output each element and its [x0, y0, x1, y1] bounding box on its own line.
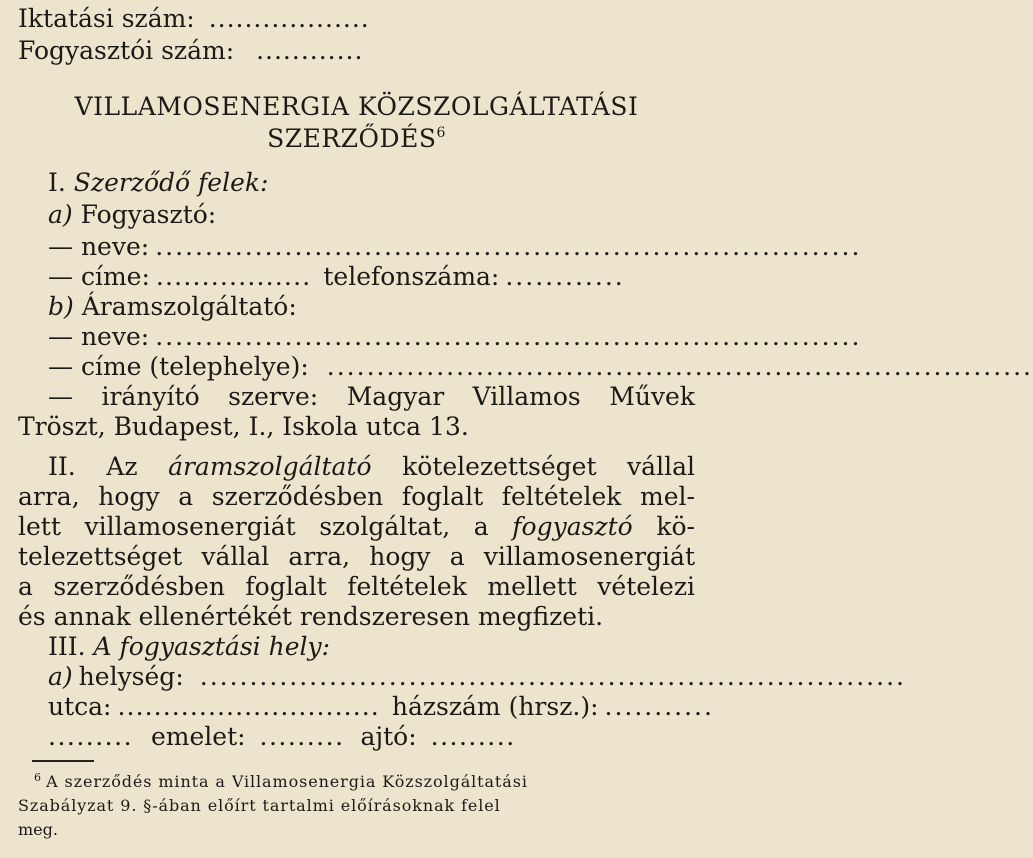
footnote-text1: A szerződés minta a Villamosenergia Közszolgáltatási: [46, 772, 528, 791]
utca-dots: .............................: [117, 692, 380, 721]
utca-hazszam-field: [48, 692, 714, 722]
helyseg-field: [48, 662, 906, 692]
section1-b: [48, 292, 695, 322]
footnote-line3: meg.: [18, 820, 58, 839]
helyseg-label: helység:: [78, 662, 184, 691]
section2-l3-ital: fogyasztó: [512, 512, 633, 541]
footnote-divider: [32, 760, 94, 762]
aramszolgaltato-neve-dots: .......................................................................: [155, 322, 862, 351]
section3-heading: [48, 632, 695, 662]
emelet-pre-dots: .........: [48, 722, 134, 751]
aramszolgaltato-cime-label: — címe (telephelye):: [48, 352, 309, 381]
fogyaszto-neve-dots: .......................................................................: [155, 232, 862, 261]
section3-numeral: III.: [48, 632, 86, 661]
utca-label: utca:: [48, 692, 112, 721]
section1-a-label: Fogyasztó:: [80, 200, 217, 229]
section2-l1-post: kötelezettséget vállal: [402, 452, 695, 481]
iktatasi-szam-field: [18, 4, 695, 34]
iktatasi-szam-dots: ..................: [208, 4, 370, 33]
fogyaszto-cime-field: [48, 262, 695, 292]
fogyasztoi-szam-label: Fogyasztói szám:: [18, 36, 235, 65]
fogyaszto-cime-dots: .................: [155, 262, 312, 291]
footnote-mark: 6: [34, 771, 41, 784]
footnote-line2: Szabályzat 9. §-ában előírt tartalmi előírásoknak felel: [18, 796, 501, 815]
emelet-dots: .........: [259, 722, 345, 751]
ajto-dots: .........: [430, 722, 516, 751]
ajto-label: ajtó:: [360, 722, 417, 751]
section1-a-marker: a): [48, 200, 73, 229]
section2-l3-post: kö-: [656, 512, 695, 541]
title-footnote-mark: 6: [436, 125, 446, 141]
section2-line2: arra, hogy a szerződésben foglalt feltételek mel-: [18, 482, 695, 511]
telefonszama-dots: ............: [505, 262, 625, 291]
section2-l1-ital: áramszolgáltató: [168, 452, 372, 481]
iktatasi-szam-label: Iktatási szám:: [18, 4, 195, 33]
telefonszama-label: telefonszáma:: [323, 262, 500, 291]
iranyito-szerve-line2: Tröszt, Budapest, I., Iskola utca 13.: [18, 412, 469, 441]
section1-heading: [48, 168, 695, 198]
hazszam-dots: ...........: [604, 692, 714, 721]
section1-numeral: I.: [48, 168, 66, 197]
section2-l1-pre: II. Az: [48, 452, 138, 481]
section1-b-marker: b): [48, 292, 74, 321]
aramszolgaltato-neve-label: — neve:: [48, 322, 150, 351]
document-title-line2: [18, 124, 695, 154]
fogyasztoi-szam-dots: ............: [256, 36, 364, 65]
section1-title: Szerződő felek:: [73, 168, 269, 197]
hazszam-label: házszám (hrsz.):: [391, 692, 599, 721]
aramszolgaltato-neve-field: [48, 322, 862, 352]
helyseg-dots: .......................................................................: [199, 662, 906, 691]
document-title-word: SZERZŐDÉS: [267, 124, 437, 153]
fogyaszto-neve-label: — neve:: [48, 232, 150, 261]
emelet-ajto-field: [48, 722, 695, 752]
aramszolgaltato-cime-dots: .......................................................................: [326, 352, 1033, 381]
section3-title: A fogyasztási hely:: [93, 632, 331, 661]
emelet-label: emelet:: [150, 722, 246, 751]
section2-line6: és annak ellenértékét rendszeresen megfizeti.: [18, 602, 604, 631]
section3-a-marker: a): [48, 662, 73, 691]
section2-line4: telezettséget vállal arra, hogy a villamosenergiát: [18, 542, 695, 571]
fogyaszto-cime-label: — címe:: [48, 262, 150, 291]
iranyito-szerve-line1: — irányító szerve: Magyar Villamos Művek: [48, 382, 695, 411]
section2-line3: [18, 512, 695, 542]
section1-a: [48, 200, 695, 230]
section2-line1: [48, 452, 695, 482]
fogyaszto-neve-field: [48, 232, 862, 262]
document-title-line1: VILLAMOSENERGIA KÖZSZOLGÁLTATÁSI: [74, 92, 639, 121]
aramszolgaltato-cime-field: [48, 352, 1033, 382]
section1-b-label: Áramszolgáltató:: [81, 292, 297, 321]
section2-line5: a szerződésben foglalt feltételek mellett vételezi: [18, 572, 695, 601]
fogyasztoi-szam-field: [18, 36, 695, 66]
footnote-line1: [34, 771, 695, 793]
section2-l3-pre: lett villamosenergiát szolgáltat, a: [18, 512, 489, 541]
